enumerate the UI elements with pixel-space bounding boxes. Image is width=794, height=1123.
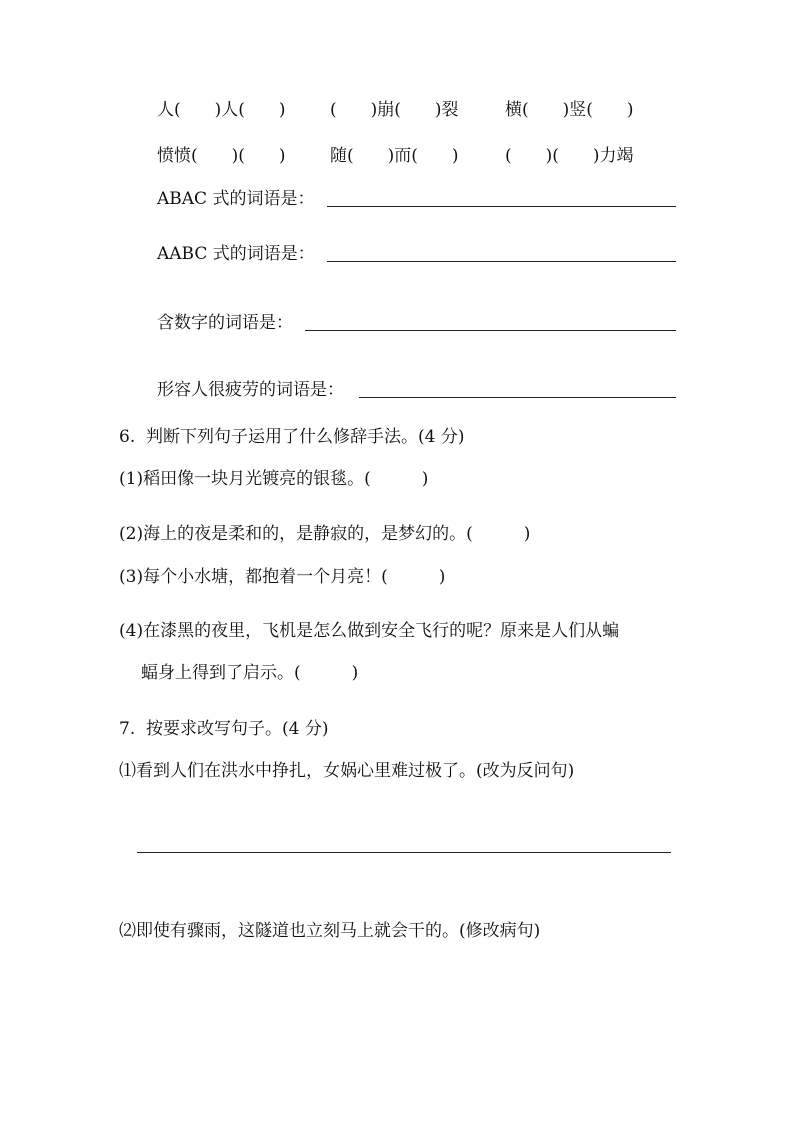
idiom-1: 人( )人( ) [157, 100, 286, 120]
idiom-2: ( )崩( )裂 [330, 100, 459, 120]
idiom-4: 愤愤( )( ) [157, 146, 286, 166]
aabc-label: AABC 式的词语是： [157, 244, 315, 264]
abac-answer-line[interactable] [327, 206, 676, 207]
q6-item-3: (3)每个小水塘，都抱着一个月亮！( ) [119, 567, 446, 587]
q6-item-2: (2)海上的夜是柔和的，是静寂的，是梦幻的。( ) [119, 524, 531, 544]
q6-item-4-cont: 蝠身上得到了启示。( ) [141, 663, 359, 683]
numbers-label: 含数字的词语是： [157, 313, 293, 333]
q7-item-1-answer-line[interactable] [137, 852, 671, 853]
abac-label: ABAC 式的词语是： [157, 189, 315, 209]
q6-item-1: (1)稻田像一块月光镀亮的银毯。( ) [119, 469, 429, 489]
tired-answer-line[interactable] [359, 397, 676, 398]
q7-title: 7. 按要求改写句子。(4 分) [119, 719, 329, 739]
q6-item-4: (4)在漆黑的夜里，飞机是怎么做到安全飞行的呢？原来是人们从蝙 [119, 621, 620, 641]
idiom-5: 随( )而( ) [330, 146, 459, 166]
idiom-3: 横( )竖( ) [505, 100, 634, 120]
q7-item-2: ⑵即使有骤雨，这隧道也立刻马上就会干的。(修改病句) [119, 921, 541, 941]
aabc-answer-line[interactable] [327, 261, 676, 262]
idiom-6: ( )( )力竭 [505, 146, 634, 166]
tired-label: 形容人很疲劳的词语是： [157, 380, 344, 400]
q6-title: 6. 判断下列句子运用了什么修辞手法。(4 分) [119, 427, 465, 447]
q7-item-1: ⑴看到人们在洪水中挣扎，女娲心里难过极了。(改为反问句) [119, 761, 575, 781]
numbers-answer-line[interactable] [305, 330, 676, 331]
